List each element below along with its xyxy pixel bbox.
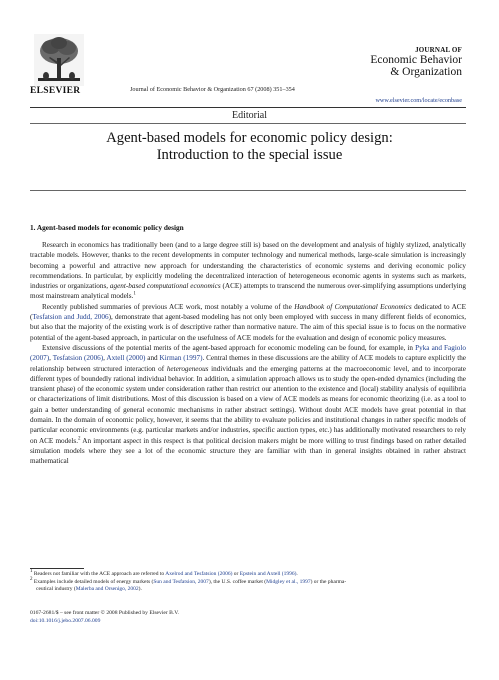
citation-link[interactable]: Axelrod and Tesfatsion (2006) bbox=[165, 571, 233, 577]
citation-link[interactable]: Midgley et al., 1997 bbox=[266, 578, 311, 585]
citation-link[interactable]: Kirman (1997) bbox=[159, 354, 203, 363]
header-divider bbox=[30, 107, 466, 108]
citation-link[interactable]: Malerba and Orsenigo, 2002 bbox=[75, 586, 139, 593]
title-line1: Agent-based models for economic policy design: bbox=[106, 130, 393, 146]
footnote-1: $^1$ Readers not familiar with the ACE approach are referred to Axelrod and Tesfatsion (2006) or Epstein and Axtell (1996). bbox=[30, 569, 298, 577]
paragraph-2: Recently published summaries of previous ACE work, most notably a volume of the Handbook of Computational Economics dedicated to ACE (Tesfatsion and Judd, 2006), demonstrate that agent-based modeling has not only been employed with success in many different fields of economics, but also that the majority of the existing work is of descriptive rather than normative nature. The aim of this special issue is to focus on the normative potential of the agent-based approach, in particular on the usefulness of ACE models for the evaluation and design of economic policy measures. bbox=[30, 302, 466, 342]
copyright-block bbox=[30, 610, 179, 625]
footnotes bbox=[30, 571, 466, 594]
publisher-name: ELSEVIER bbox=[30, 86, 81, 96]
footnote-ref-1[interactable]: 1 bbox=[133, 292, 136, 298]
footnote-ref-2[interactable]: 2 bbox=[78, 436, 81, 442]
footnote-divider bbox=[30, 568, 84, 569]
journal-name-line2: Economic Behavior bbox=[370, 54, 462, 66]
citation-link[interactable]: Sun and Tesfatsion, 2007 bbox=[153, 578, 209, 585]
title-line2: Introduction to the special issue bbox=[156, 147, 343, 163]
citation-link[interactable]: Tesfatsion and Judd, 2006 bbox=[32, 313, 109, 322]
paragraph-1: Research in economics has traditionally been (and to a large degree still is) based on the development and analysis of highly stylized, analytically tractable models. However, thanks to the recent developments in computer technology and numerical methods, large-scale simulation is increasingly becoming a powerful and attractive new approach for understanding the characteristics of economic systems and deriving economic policy recommendations. In particular, by explicitly modeling the decentralized interaction of heterogeneous economic agents in systems such as markets, industries or organizations, agent-based computational economics (ACE) attempts to transcend the numerous over-simplifying assumptions underlying most mainstream analytical models.$^1$ bbox=[30, 241, 466, 301]
section-divider bbox=[30, 123, 466, 124]
journal-reference: Journal of Economic Behavior & Organization 67 (2008) 351–354 bbox=[130, 86, 295, 93]
body-text bbox=[30, 240, 466, 467]
citation-link[interactable]: Axtell (2000) bbox=[106, 354, 146, 363]
journal-url-link[interactable]: www.elsevier.com/locate/econbase bbox=[375, 97, 462, 104]
citation-link[interactable]: Pyka and Fagiolo (2007) bbox=[30, 343, 466, 363]
citation-link[interactable]: Tesfatsion (2006) bbox=[52, 354, 104, 363]
journal-name-line3: & Organization bbox=[390, 66, 462, 78]
title-divider bbox=[30, 190, 466, 191]
paragraph-3: Extensive discussions of the potential merits of the agent-based approach for economic modeling can be found, for example, in Pyka and Fagiolo (2007), Tesfatsion (2006), Axtell (2000) and Kirman (1997). Central themes in these discussions are the ability of ACE models to capture explicitly the relationship between structured interaction of heterogeneous individuals and the emerging patterns at the macroeconomic level, and to incorporate different types of boundedly rational individual behavior. In addition, a simulation approach allows us to study the open-ended dynamics (including the transient phase) of the economic system under consideration rather than restrict our attention to the existence and (local) stability analysis of equilibria or characterizations of limit distributions. Most of this discussion is based on a view of ACE models as means for economic theorizing (i.e. as a tool to gain a better understanding of general economic mechanisms in rather abstract settings). Without doubt ACE models have great potential in that domain. In the domain of economic policy, however, it seems that the ability to evaluate policies and institutional changes in rather specific models of particular economic environments (e.g. particular markets and/or industries, specific auction types, etc.) has additionally motivated researchers to rely on ACE models.$^2$ An important aspect in this respect is that political decision makers might be more willing to trust findings based on rather detailed simulation models where they see a lot of the economic structure they are familiar with than in general insights obtained in rather abstract mathematical bbox=[30, 343, 466, 466]
section-heading: 1. Agent-based models for economic policy design bbox=[30, 223, 184, 232]
doi-link[interactable]: doi:10.1016/j.jebo.2007.06.009 bbox=[30, 617, 101, 624]
journal-name-line1: JOURNAL OF bbox=[415, 46, 462, 54]
article-section-label: Editorial bbox=[232, 110, 267, 121]
elsevier-tree-icon bbox=[34, 34, 84, 86]
footnote-2-continued: ceutical industry (Malerba and Orsenigo, 2002). bbox=[36, 586, 142, 593]
copyright-line: 0167-2681/$ – see front matter © 2008 Published by Elsevier B.V. bbox=[30, 610, 179, 616]
citation-link[interactable]: Epstein and Axtell (1996) bbox=[239, 571, 297, 577]
footnote-2: $^2$ Examples include detailed models of energy markets (Sun and Tesfatsion, 2007), the U.S. coffee market (Midgley et al., 1997) or the pharma- bbox=[30, 576, 347, 585]
journal-title-block bbox=[370, 46, 462, 78]
article-title bbox=[0, 130, 499, 164]
